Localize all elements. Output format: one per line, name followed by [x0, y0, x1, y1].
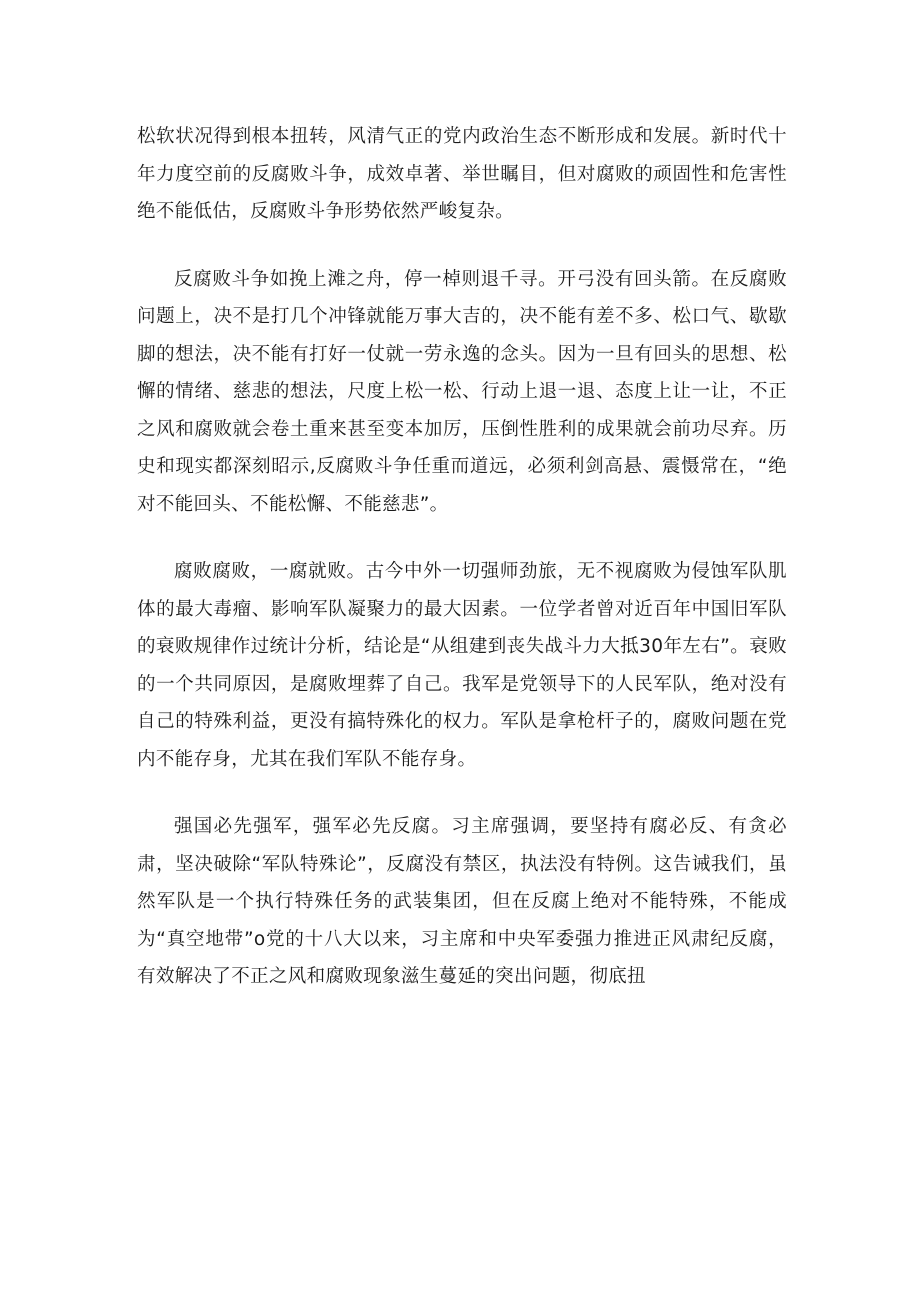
paragraph-3: 腐败腐败，一腐就败。古今中外一切强师劲旅，无不视腐败为侵蚀军队肌体的最大毒瘤、影响军队凝聚力的最大因素。一位学者曾对近百年中国旧军队的衰败规律作过统计分析，结论是“从组建到丧失战斗力大抵30年左右”。衰败的一个共同原因，是腐败埋葬了自己。我军是党领导下的人民军队，绝对没有自己的特殊利益，更没有搞特殊化的权力。军队是拿枪杆子的，腐败问题在党内不能存身，尤其在我们军队不能存身。 [137, 561, 787, 770]
document-body [137, 118, 787, 1026]
paragraph-4: 强国必先强军，强军必先反腐。习主席强调，要坚持有腐必反、有贪必肃，坚决破除“军队特殊论”，反腐没有禁区，执法没有特例。这告诫我们，虽然军队是一个执行特殊任务的武装集团，但在反腐上绝对不能特殊，不能成为“真空地带”o党的十八大以来，习主席和中央军委强力推进正风肃纪反腐，有效解决了不正之风和腐败现象滋生蔓延的突出问题，彻底扭 [137, 816, 787, 987]
paragraph-2: 反腐败斗争如挽上滩之舟，停一棹则退千寻。开弓没有回头箭。在反腐败问题上，决不是打几个冲锋就能万事大吉的，决不能有差不多、松口气、歇歇脚的想法，决不能有打好一仗就一劳永逸的念头。因为一旦有回头的思想、松懈的情绪、慈悲的想法，尺度上松一松、行动上退一退、态度上让一让，不正之风和腐败就会卷土重来甚至变本加厉，压倒性胜利的成果就会前功尽弃。历史和现实都深刻昭示,反腐败斗争任重而道远，必须利剑高悬、震慑常在，“绝对不能回头、不能松懈、不能慈悲”。 [137, 268, 787, 515]
paragraph-1: 松软状况得到根本扭转，风清气正的党内政治生态不断形成和发展。新时代十年力度空前的反腐败斗争，成效卓著、举世瞩目，但对腐败的顽固性和危害性绝不能低估，反腐败斗争形势依然严峻复杂。 [137, 126, 787, 222]
